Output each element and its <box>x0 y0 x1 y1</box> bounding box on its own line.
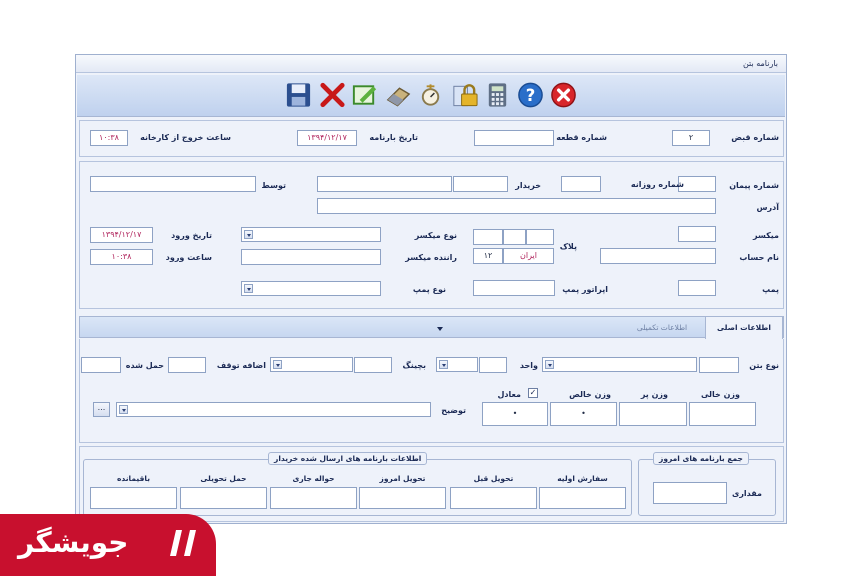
remaining-field[interactable] <box>90 487 177 509</box>
full-weight-label: وزن پر <box>640 390 668 399</box>
exit-time-field[interactable] <box>90 130 128 146</box>
bunch-label: بچینگ <box>402 361 426 370</box>
plate-number-text: ۱۲ <box>483 251 493 260</box>
pump-label: پمپ <box>762 285 779 294</box>
logo-mark-icon <box>166 526 202 564</box>
waybill-date-label: تاریخ بارنامه <box>369 133 418 142</box>
stop-add-field[interactable] <box>168 357 206 373</box>
address-label: آدرس <box>756 203 779 212</box>
more-button[interactable] <box>93 402 110 417</box>
plate-part-2[interactable] <box>503 229 526 245</box>
plate-iran-text: ایران <box>520 251 537 260</box>
calculator-icon[interactable] <box>483 80 512 110</box>
edit-icon[interactable] <box>350 80 379 110</box>
title-bar <box>76 55 786 73</box>
watermark-logo <box>0 514 216 576</box>
pump-type-select[interactable] <box>241 281 381 296</box>
col-header-current-remit: حواله جاری <box>292 474 335 483</box>
bunch-field[interactable] <box>354 357 392 373</box>
mixer-driver-label: راننده میکسر <box>405 253 457 262</box>
totals-group-title: جمع بارنامه های امروز <box>653 452 749 465</box>
close-icon[interactable] <box>549 80 578 110</box>
prev-delivery-field[interactable] <box>450 487 537 509</box>
window-title: بارنامه بتن <box>742 59 778 68</box>
sent-group-title: اطلاعات بارنامه های ارسال شده خریدار <box>268 452 427 465</box>
pump-type-label: نوع پمپ <box>412 285 446 294</box>
chevron-down-icon[interactable] <box>244 284 253 293</box>
buyer-code-field[interactable] <box>453 176 508 192</box>
initial-order-field[interactable] <box>539 487 626 509</box>
ticket-no-field[interactable] <box>474 130 554 146</box>
equivalent-value: • <box>512 409 518 418</box>
quantity-label: مقداری <box>731 489 762 498</box>
chevron-down-icon[interactable] <box>273 360 282 369</box>
tab-extra-label: اطلاعات تکمیلی <box>636 323 688 332</box>
col-header-initial-order: سفارش اولیه <box>557 474 608 483</box>
description-select[interactable] <box>116 402 431 417</box>
quantity-field[interactable] <box>653 482 727 504</box>
entry-date-value: ۱۳۹۴/۱۲/۱۷ <box>101 230 142 239</box>
chevron-down-icon[interactable] <box>439 360 448 369</box>
col-header-remaining: باقیمانده <box>116 474 151 483</box>
entry-time-label: ساعت ورود <box>165 253 212 262</box>
pump-operator-field[interactable] <box>473 280 555 296</box>
receipt-no-label: شماره قبض <box>731 133 779 142</box>
col-header-today-delivery: تحویل امروز <box>379 474 426 483</box>
pump-field[interactable] <box>678 280 716 296</box>
daily-no-field[interactable] <box>561 176 601 192</box>
equivalent-field[interactable] <box>482 402 548 426</box>
account-name-label: نام حساب <box>739 253 779 262</box>
empty-weight-label: وزن خالی <box>700 390 740 399</box>
tab-dropdown-icon[interactable] <box>437 327 443 331</box>
entry-date-label: تاریخ ورود <box>171 231 212 240</box>
help-icon[interactable] <box>516 80 545 110</box>
net-weight-field[interactable] <box>550 402 617 426</box>
net-weight-label: وزن خالص <box>569 390 611 399</box>
tab-main-label: اطلاعات اصلی <box>717 323 771 332</box>
buyer-name-field[interactable] <box>317 176 452 192</box>
delete-icon[interactable] <box>318 80 347 110</box>
receipt-no-value: ۲ <box>688 133 694 142</box>
stop-add-label: اضافه توقف <box>216 361 266 370</box>
mixer-field[interactable] <box>678 226 716 242</box>
receipt-no-field[interactable] <box>672 130 710 146</box>
transported-field[interactable] <box>81 357 121 373</box>
chevron-down-icon[interactable] <box>119 405 128 414</box>
mixer-type-select[interactable] <box>241 227 381 242</box>
transported-label: حمل شده <box>125 361 164 370</box>
exit-time-label: ساعت خروج از کارخانه <box>140 133 231 142</box>
plate-number-field[interactable] <box>473 248 503 264</box>
mixer-type-label: نوع میکسر <box>414 231 457 240</box>
description-label: توضیح <box>441 406 466 415</box>
bunch-select[interactable] <box>270 357 353 372</box>
entry-time-field[interactable] <box>90 249 153 265</box>
mixer-driver-field[interactable] <box>241 249 381 265</box>
mixer-label: میکسر <box>753 231 779 240</box>
checkmark-icon: ✓ <box>529 388 537 397</box>
contract-no-label: شماره پیمان <box>729 181 779 190</box>
equivalent-label: معادل <box>497 390 521 399</box>
equivalent-checkbox[interactable] <box>528 388 538 398</box>
plate-label: پلاک <box>559 242 577 251</box>
concrete-code-field[interactable] <box>699 357 739 373</box>
pump-operator-label: اپراتور پمپ <box>562 285 608 294</box>
plate-part-3[interactable] <box>473 229 503 245</box>
unit-select[interactable] <box>436 357 478 372</box>
save-icon[interactable] <box>284 80 313 110</box>
col-header-prev-delivery: تحویل قبل <box>473 474 514 483</box>
by-label: توسط <box>261 181 286 190</box>
empty-weight-field[interactable] <box>689 402 756 426</box>
net-weight-value: • <box>581 409 586 418</box>
search-icon[interactable] <box>417 80 446 110</box>
plate-part-1[interactable] <box>526 229 554 245</box>
waybill-date-field[interactable] <box>297 130 357 146</box>
col-header-delivered-transport: حمل تحویلی <box>200 474 247 483</box>
eraser-icon[interactable] <box>384 80 413 110</box>
concrete-type-select[interactable] <box>542 357 697 372</box>
daily-no-label: شماره روزانه <box>630 180 684 189</box>
waybill-date-value: ۱۳۹۴/۱۲/۱۷ <box>307 133 347 142</box>
tab-main[interactable] <box>705 316 783 339</box>
entry-time-value: ۱۰:۳۸ <box>111 252 132 261</box>
today-delivery-field[interactable] <box>359 487 446 509</box>
delivered-transport-field[interactable] <box>180 487 267 509</box>
unit-label: واحد <box>519 361 538 370</box>
svg-text:?: ? <box>525 85 536 105</box>
chevron-down-icon[interactable] <box>545 360 554 369</box>
more-button-label: ... <box>97 403 106 412</box>
by-field[interactable] <box>90 176 256 192</box>
full-weight-field[interactable] <box>619 402 687 426</box>
address-field[interactable] <box>317 198 716 214</box>
entry-date-field[interactable] <box>90 227 153 243</box>
concrete-type-label: نوع بتن <box>749 361 779 370</box>
logo-text: جویشگر <box>18 526 129 559</box>
account-name-field[interactable] <box>600 248 716 264</box>
ticket-no-label: شماره قطعه <box>556 133 607 142</box>
exit-time-value: ۱۰:۳۸ <box>99 133 119 142</box>
lock-icon[interactable] <box>450 80 479 110</box>
tab-extra[interactable] <box>622 319 702 337</box>
current-remit-field[interactable] <box>270 487 357 509</box>
details-section <box>79 339 784 443</box>
buyer-label: خریدار <box>515 181 541 190</box>
plate-iran-field[interactable] <box>503 248 554 264</box>
chevron-down-icon[interactable] <box>244 230 253 239</box>
unit-field[interactable] <box>479 357 507 373</box>
